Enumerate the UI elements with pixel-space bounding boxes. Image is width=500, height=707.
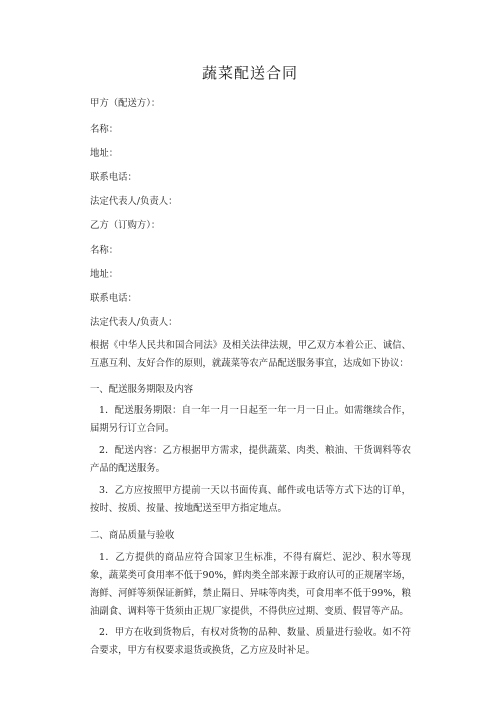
party-b-name-label: 名称：: [90, 245, 119, 256]
party-a-representative-label: 法定代表人/负责人：: [90, 196, 178, 207]
party-a-phone-label: 联系电话：: [90, 172, 137, 183]
party-b-phone-label: 联系电话：: [90, 293, 137, 304]
section-2-clause-1: 1．乙方提供的商品应符合国家卫生标准，不得有腐烂、泥沙、积水等现象，蔬菜类可食用率不低于90%，鲜肉类全部来源于政府认可的正规屠宰场，海鲜、河鲜等须保证新鲜，禁止隔日、异味等肉类，可食用率不低于99%，粮油副食、调料等干货须由正规厂家提供，不得供应过期、变质、假冒等产品。: [90, 552, 411, 617]
section-2-clause-2: 2．甲方在收到货物后，有权对货物的品种、数量、质量进行验收。如不符合要求，甲方有权要求退货或换货，乙方应及时补足。: [90, 627, 411, 656]
party-b-heading: 乙方（订购方）：: [90, 220, 161, 231]
document-title: 蔬菜配送合同: [201, 64, 298, 82]
section-2-heading: 二、商品质量与验收: [90, 530, 175, 541]
party-a-name-label: 名称：: [90, 124, 119, 135]
party-a-heading: 甲方（配送方）：: [90, 98, 161, 109]
section-1-clause-2: 2．配送内容：乙方根据甲方需求，提供蔬菜、肉类、粮油、干货调料等农产品的配送服务。: [90, 445, 411, 474]
section-1-clause-3: 3．乙方应按照甲方提前一天以书面传真、邮件或电话等方式下达的订单，按时、按质、按量、按地配送至甲方指定地点。: [90, 485, 411, 514]
preamble-paragraph: 根据《中华人民共和国合同法》及相关法律法规，甲乙双方本着公正、诚信、互惠互利、友好合作的原则，就蔬菜等农产品配送服务事宜，达成如下协议：: [90, 340, 411, 369]
party-a-address-label: 地址：: [90, 148, 119, 159]
section-1-clause-1: 1．配送服务期限：自一年一月一日起至一年一月一日止。如需继续合作，届期另行订立合同。: [90, 405, 411, 434]
section-1-heading: 一、配送服务期限及内容: [90, 384, 194, 395]
party-b-representative-label: 法定代表人/负责人：: [90, 317, 178, 328]
party-b-address-label: 地址：: [90, 269, 119, 280]
